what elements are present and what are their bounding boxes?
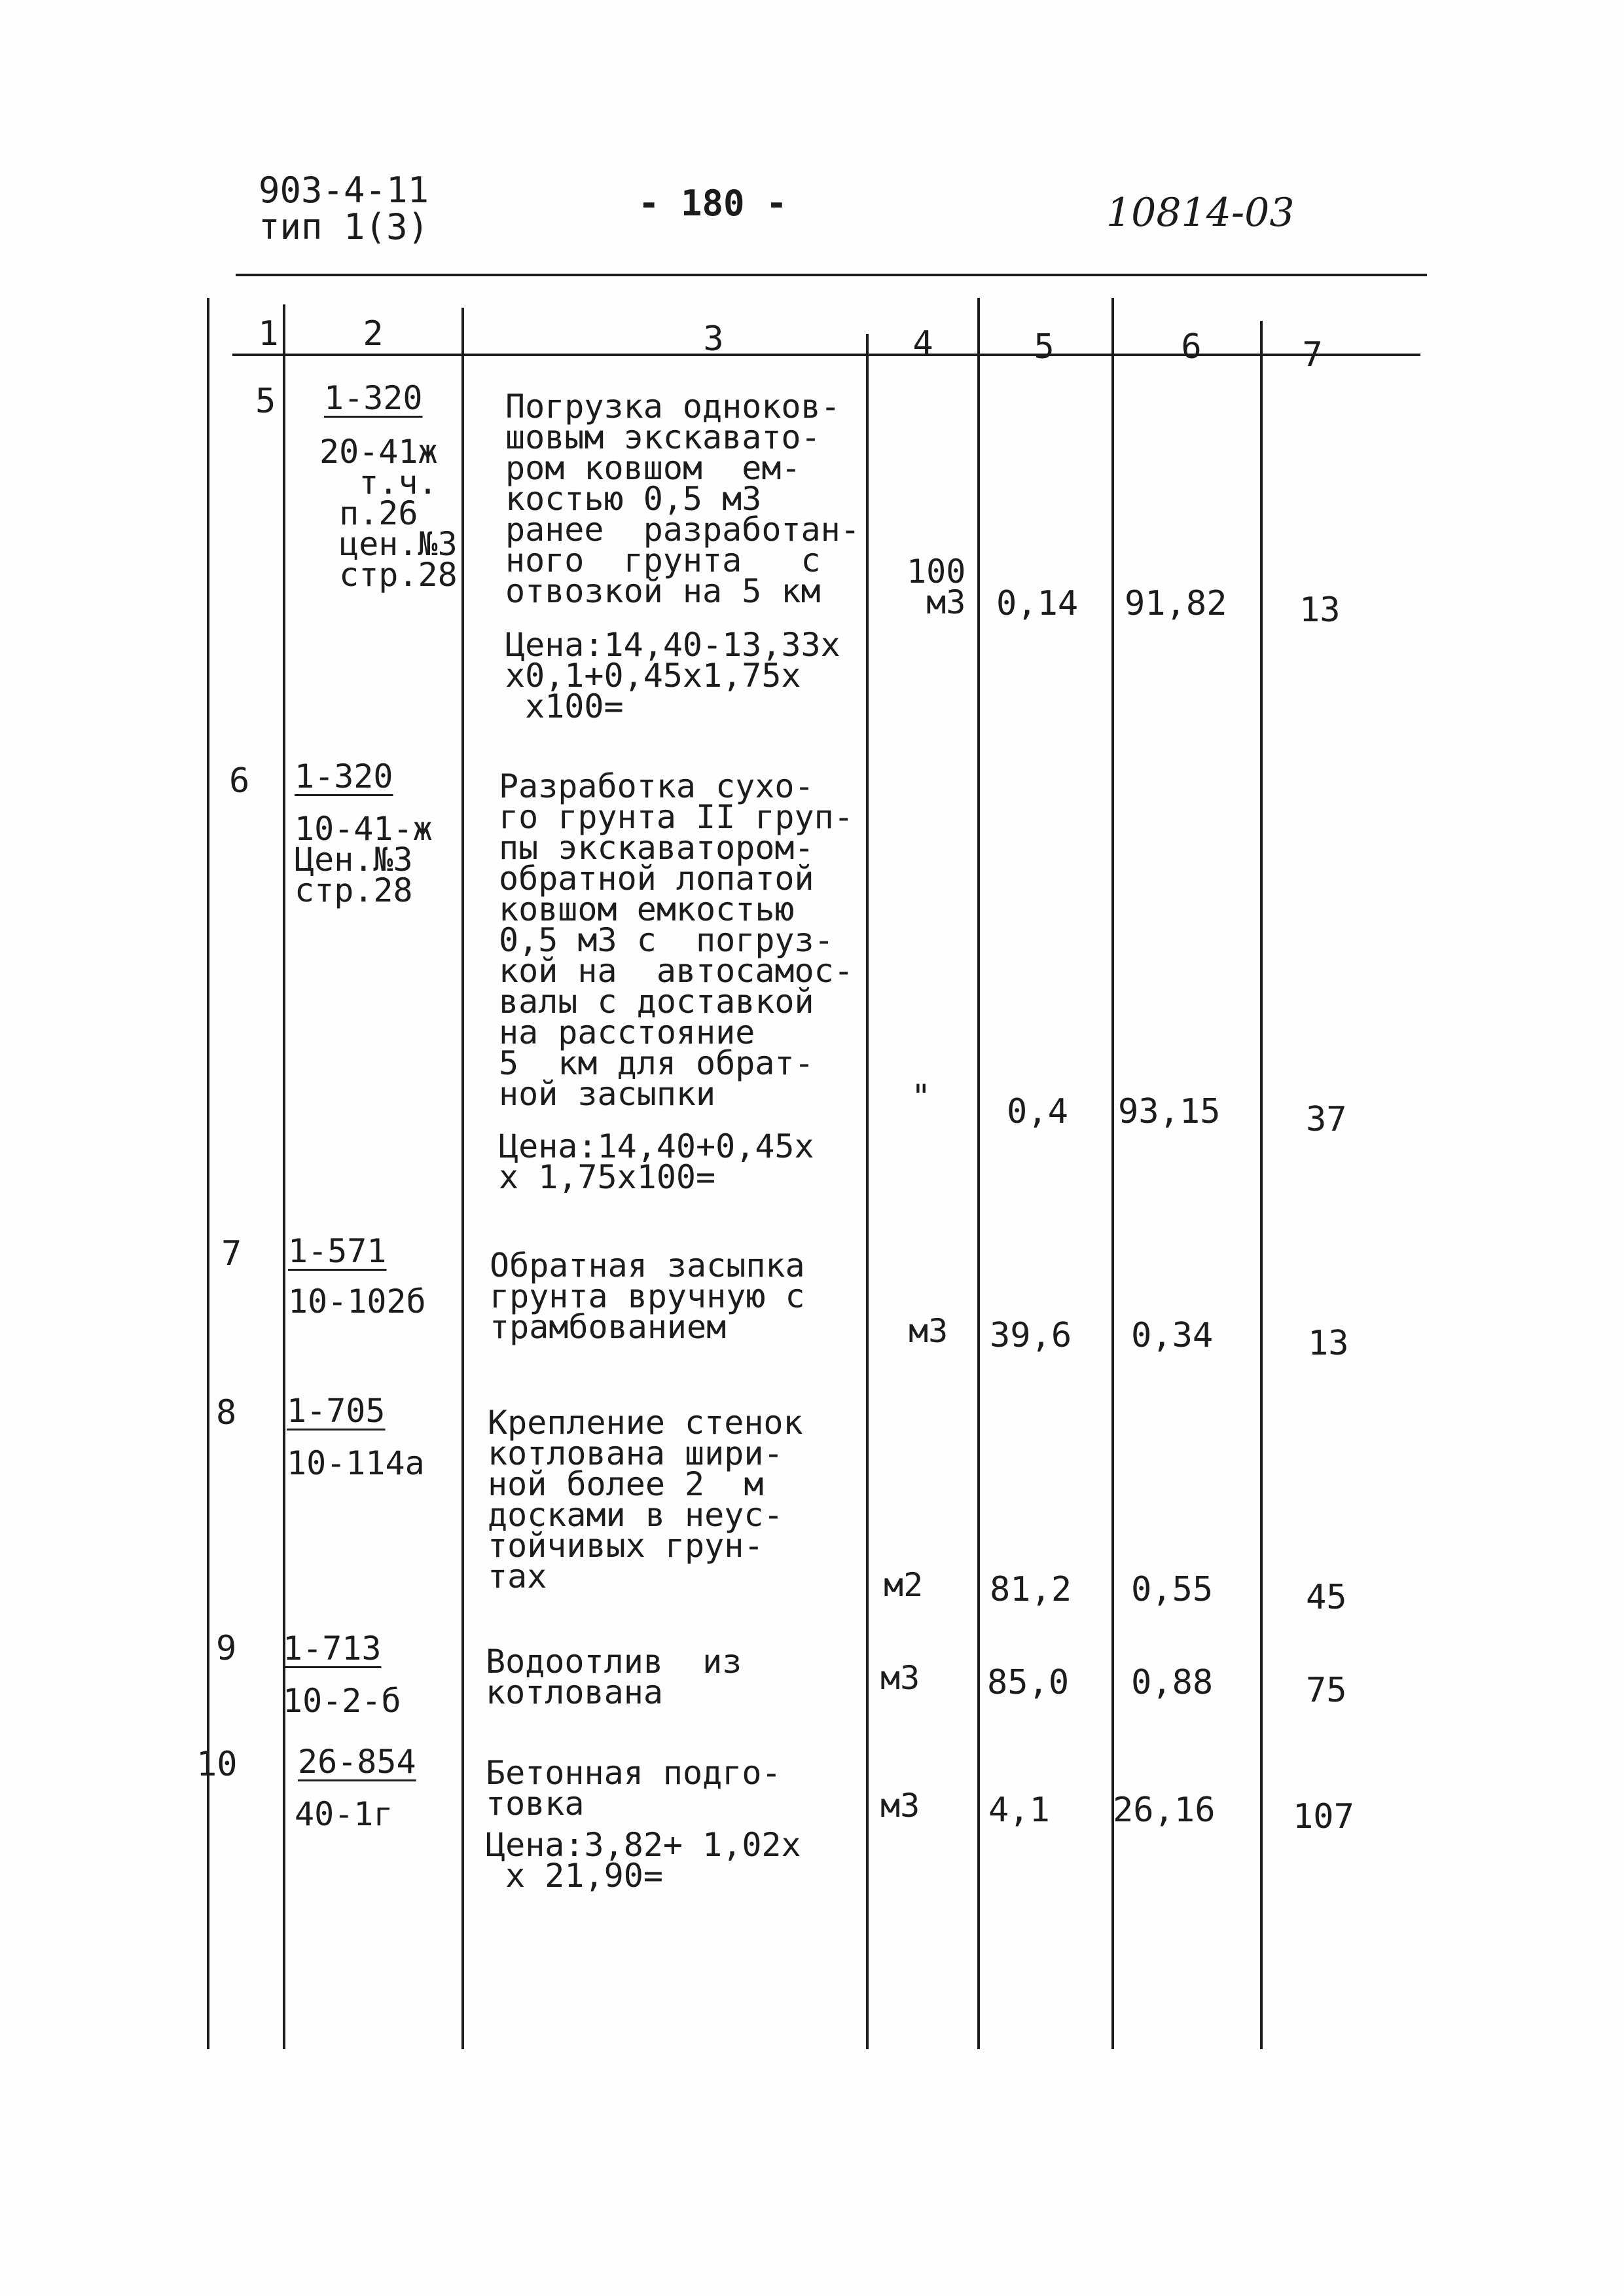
column-divider-0 — [207, 298, 209, 2049]
quantity: 85,0 — [987, 1663, 1070, 1702]
document-code: 903-4-11 — [259, 170, 429, 211]
unit-cost: 0,55 — [1131, 1570, 1214, 1609]
column-number-2: 2 — [363, 314, 384, 354]
norm-details: 20-41ж т.ч. п.26 цен.№3 стр.28 — [319, 433, 458, 594]
norm-code: 26-854 — [298, 1743, 416, 1781]
norm-code: 1-571 — [288, 1232, 387, 1270]
work-description: Крепление стенок котлована шири- ной более 2 м досками в неус- тойчивых грун- тах — [488, 1404, 803, 1595]
total-cost: 107 — [1293, 1797, 1354, 1836]
document-type: тип 1(3) — [259, 206, 429, 247]
column-divider-3 — [866, 334, 869, 2049]
total-cost: 45 — [1306, 1578, 1347, 1617]
column-number-4: 4 — [912, 324, 933, 363]
quantity: 0,14 — [996, 584, 1079, 623]
quantity: 0,4 — [1007, 1092, 1068, 1131]
price-calculation: Цена:14,40-13,33х х0,1+0,45х1,75х х100= — [505, 626, 840, 725]
column-divider-4 — [977, 298, 980, 2049]
total-cost: 37 — [1306, 1100, 1347, 1139]
column-divider-6 — [1260, 321, 1263, 2049]
norm-details: 10-2-б — [283, 1682, 401, 1720]
column-number-6: 6 — [1181, 327, 1202, 367]
unit-cost: 26,16 — [1113, 1791, 1216, 1830]
column-divider-2 — [461, 308, 464, 2049]
unit-cost: 0,88 — [1131, 1663, 1214, 1702]
column-number-5: 5 — [1034, 327, 1055, 367]
unit: " — [911, 1078, 931, 1116]
norm-details: 40-1г — [295, 1795, 393, 1833]
work-description: Обратная засыпка грунта вручную с трамбованием — [490, 1247, 805, 1346]
quantity: 81,2 — [990, 1570, 1072, 1609]
norm-details: 10-41-ж Цен.№3 стр.28 — [295, 810, 433, 909]
quantity: 39,6 — [990, 1316, 1072, 1355]
row-number: 7 — [221, 1234, 242, 1273]
norm-code: 1-320 — [295, 757, 393, 795]
unit: м3 — [880, 1659, 920, 1697]
column-number-3: 3 — [703, 319, 724, 359]
total-cost: 13 — [1308, 1324, 1349, 1363]
unit-cost: 91,82 — [1125, 584, 1227, 623]
norm-details: 10-114а — [287, 1444, 425, 1482]
work-description: Водоотлив из котлована — [486, 1643, 742, 1711]
norm-details: 10-102б — [288, 1283, 426, 1321]
unit: м3 — [909, 1312, 948, 1350]
work-description: Погрузка одноков- шовым экскавато- ром ковшом ем- костью 0,5 м3 ранее разработан- ного грунта с отвозкой на 5 км — [505, 388, 860, 610]
column-number-1: 1 — [258, 314, 279, 354]
column-divider-1 — [283, 304, 285, 2049]
unit: м3 — [880, 1787, 920, 1825]
page-number: - 180 - — [638, 183, 787, 224]
work-description: Разработка сухо- го грунта II груп- пы экскаватором- обратной лопатой ковшом емкостью 0,5 м3 с погруз- кой на автосамос- валы с доставкой на расстояние 5 км для обрат- ной засыпки — [499, 767, 854, 1113]
total-cost: 13 — [1299, 591, 1341, 630]
work-description: Бетонная подго- товка — [486, 1754, 782, 1823]
unit-cost: 93,15 — [1118, 1092, 1221, 1131]
norm-code: 1-705 — [287, 1392, 386, 1430]
row-number: 9 — [216, 1629, 237, 1668]
header-bottom-rule — [232, 354, 1420, 356]
unit: 100 м3 — [907, 553, 966, 621]
row-number: 5 — [255, 382, 276, 421]
norm-code: 1-320 — [324, 379, 423, 417]
norm-code: 1-713 — [283, 1630, 382, 1667]
top-rule — [236, 274, 1427, 276]
quantity: 4,1 — [988, 1791, 1050, 1830]
row-number: 8 — [216, 1393, 237, 1432]
total-cost: 75 — [1306, 1671, 1347, 1710]
row-number: 6 — [229, 761, 250, 801]
unit-cost: 0,34 — [1131, 1316, 1214, 1355]
price-calculation: Цена:3,82+ 1,02х х 21,90= — [486, 1826, 801, 1895]
unit: м2 — [884, 1566, 924, 1604]
column-number-7: 7 — [1302, 335, 1323, 374]
handwritten-number: 10814-03 — [1106, 190, 1295, 236]
column-divider-5 — [1111, 298, 1114, 2049]
price-calculation: Цена:14,40+0,45х х 1,75х100= — [499, 1127, 814, 1196]
row-number: 10 — [196, 1745, 238, 1784]
